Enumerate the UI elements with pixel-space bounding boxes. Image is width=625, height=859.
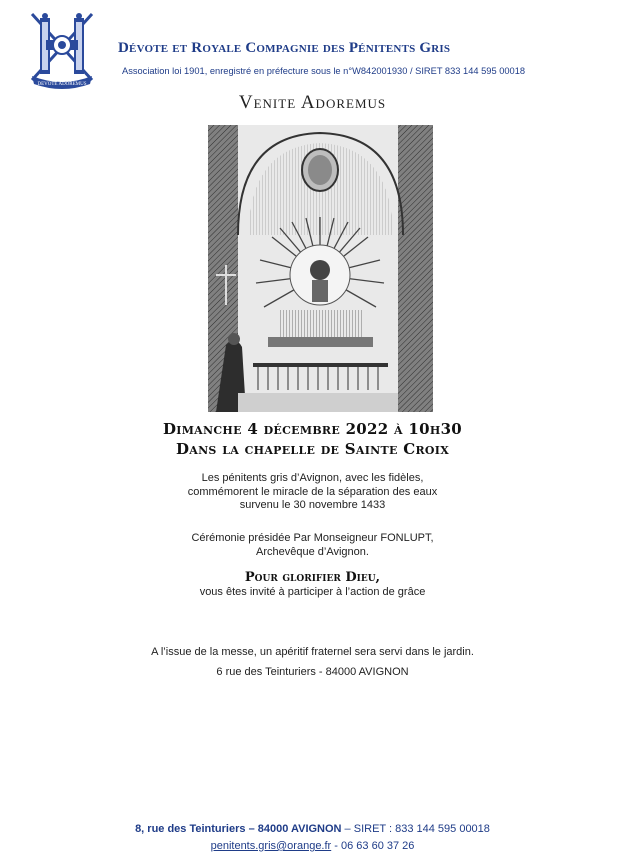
event-date: Dimanche 4 décembre 2022 à 10h30 [162,420,463,438]
invitation-heading: Pour glorifier Dieu, [244,570,381,585]
ceremony-line: Archevêque d’Avignon. [256,545,369,558]
description-line: commémorent le miracle de la séparation des eaux [187,485,438,498]
description-line: Les pénitents gris d’Avignon, avec les fidèles, [201,472,424,484]
footer-contact [0,840,625,852]
invitation-text: vous êtes invité à participer à l’action de grâce [199,586,426,598]
organization-registration: Association loi 1901, enregistré en préfecture sous le n°W842001930 / SIRET 833 144 595 00018 [122,66,526,76]
ceremony-line: Cérémonie présidée Par Monseigneur FONLUPT, [191,532,434,544]
after-mass-note: A l’issue de la messe, un apéritif fraternel sera servi dans le jardin. [151,646,474,658]
email-link[interactable]: penitents.gris@orange.fr [210,840,332,852]
page-title: Venite Adoremus [238,92,387,113]
footer-phone: - 06 63 60 37 26 [331,840,415,852]
event-place: Dans la chapelle de Sainte Croix [175,440,450,458]
event-address: 6 rue des Teinturiers - 84000 AVIGNON [216,666,409,678]
footer-siret: – SIRET : 833 144 595 00018 [341,823,490,835]
ceremony-info [0,532,625,559]
description-line: survenu le 30 novembre 1433 [239,499,386,511]
logo-banner-text: DEVOTE ADOREMUS [37,82,87,87]
confraternity-emblem-icon [26,10,98,90]
organization-name: Dévote et Royale Compagnie des Pénitents Gris [118,40,451,56]
event-description [0,472,625,513]
footer-street: 8, rue des Teinturiers – 84000 AVIGNON [135,823,342,835]
footer-address [0,823,625,835]
chapel-altar-engraving [208,125,433,412]
